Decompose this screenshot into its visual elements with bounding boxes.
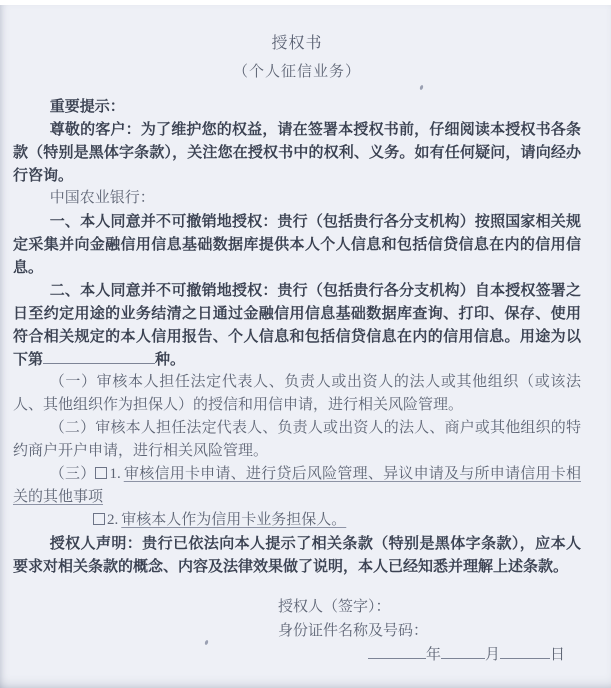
addressee-line: 中国农业银行： (49, 190, 155, 206)
date-year-suffix: 年 (425, 647, 441, 663)
purpose-option-1: （一）审核本人担任法定代表人、负责人或出资人的法人或其他组织（或该法人、其他组织作为担保人）的授信和用信申请，进行相关风险管理。 (13, 374, 581, 413)
checkbox-2-label: 审核本人作为信用卡业务担保人。 (121, 512, 347, 528)
document-sheet (0, 5, 611, 688)
date-year-field[interactable] (368, 644, 426, 659)
checkbox-2-number: 2. (107, 512, 119, 528)
authorizer-declaration: 授权人声明：贵行已依法向本人提示了相关条款（特别是黑体字条款），应本人要求对相关条款的概念、内容及法律效果做了说明，本人已经知悉并理解上述条款。 (13, 535, 581, 575)
signature-block (278, 595, 581, 643)
checkbox-1-number: 1. (109, 466, 121, 482)
clause-2-text-after-blank: 种。 (155, 351, 186, 368)
page-title: 授权书 (271, 35, 323, 52)
date-day-suffix: 日 (549, 647, 565, 663)
id-document-label: 身份证件名称及号码： (278, 623, 429, 639)
checkbox-2-box-icon[interactable] (93, 513, 105, 525)
purpose-option-3-sub-2 (93, 509, 581, 532)
purpose-option-2: （二）审核本人担任法定代表人、负责人或出资人的法人、商户或其他组织的特约商户开户申请，进行相关风险管理。 (13, 420, 581, 459)
checkbox-1-label: 审核信用卡申请、进行贷后风险管理、异议申请及与所申请信用卡相关的其他事项 (13, 466, 581, 505)
purpose-option-3 (13, 463, 581, 509)
date-month-suffix: 月 (484, 647, 500, 663)
purpose-number-blank-field[interactable] (43, 349, 155, 364)
page-subtitle: （个人征信业务） (232, 64, 361, 80)
date-month-field[interactable] (441, 644, 485, 659)
clause-2-text-before-blank: 二、本人同意并不可撤销地授权：贵行（包括贵行各分支机构）自本授权签署之日至约定用途的业务结清之日通过金融信用信息基础数据库查询、打印、保存、使用符合相关规定的本人信用报告、个人信息和包括信贷信息在内的信用信息。用途为以下第 (13, 282, 581, 368)
purpose-option-3-prefix: （三） (49, 466, 96, 482)
date-day-field[interactable] (500, 644, 550, 659)
important-notice-body: 尊敬的客户：为了维护您的权益，请在签署本授权书前，仔细阅读本授权书各条款（特别是黑体字条款），关注您在授权书中的权利、义务。如有任何疑问，请向经办行咨询。 (13, 121, 581, 184)
clause-2 (13, 279, 581, 371)
document-content (0, 5, 611, 667)
signer-signature-label: 授权人（签字）： (278, 599, 391, 615)
date-line (13, 643, 581, 667)
checkbox-1-box-icon[interactable] (95, 467, 107, 479)
clause-1: 一、本人同意并不可撤销地授权：贵行（包括贵行各分支机构）按照国家相关规定采集并向金融信用信息基础数据库提供本人个人信息和包括信贷信息在内的信用信息。 (13, 213, 581, 276)
important-notice-label: 重要提示： (49, 98, 125, 115)
